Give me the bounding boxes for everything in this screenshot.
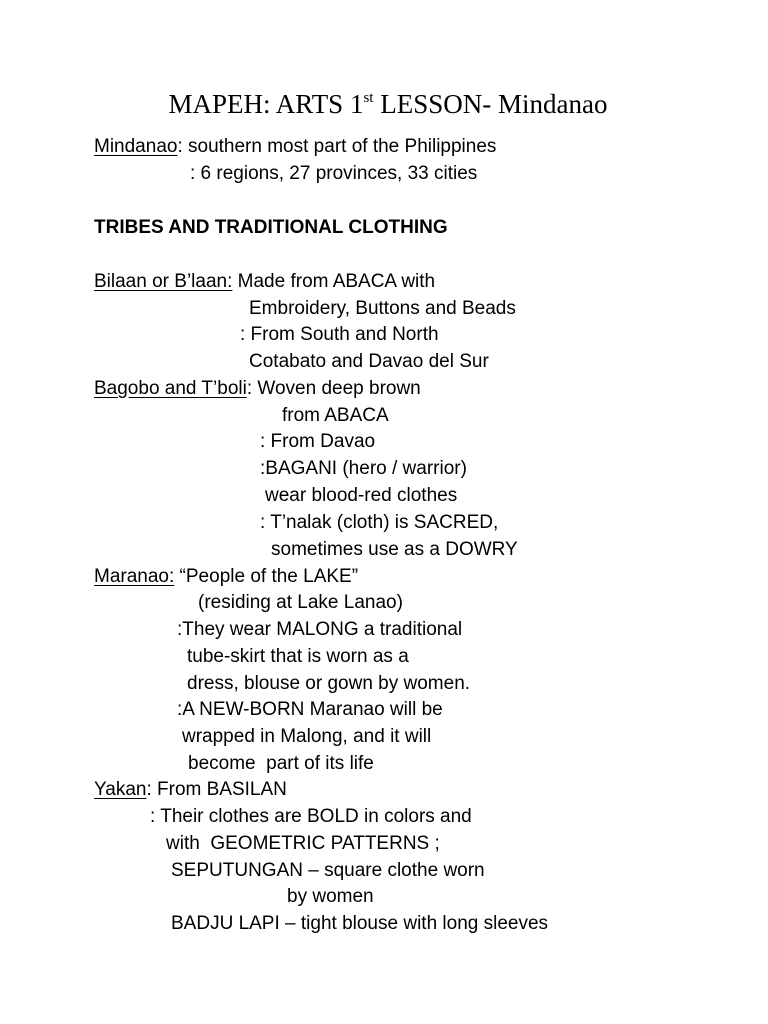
tribe-text: : Woven deep brown [246,378,421,399]
tribe-text: dress, blouse or gown by women. [187,673,471,694]
tribe-text: wear blood-red clothes [265,485,458,506]
tribe-text: with GEOMETRIC PATTERNS ; [166,833,440,854]
tribe-text: become part of its life [188,753,374,774]
intro-stats: : 6 regions, 27 provinces, 33 cities [190,163,478,184]
tribe-name-yakan: Yakan [94,779,147,800]
tribe-text: BADJU LAPI – tight blouse with long sleeves [171,913,549,934]
tribe-name-maranao: Maranao: [94,566,175,587]
tribe-bilaan-line [94,269,435,295]
intro-term: Mindanao [94,136,178,157]
tribe-text: : From Davao [260,431,376,452]
tribe-text: sometimes use as a DOWRY [271,539,518,560]
tribe-text: :BAGANI (hero / warrior) [260,458,467,479]
tribe-name-bagobo: Bagobo and T’boli [94,378,247,399]
tribe-text: tube-skirt that is worn as a [187,646,409,667]
tribe-text: by women [287,886,374,907]
tribe-text: : From South and North [240,324,439,345]
title-superscript: st [363,90,374,106]
intro-definition: : southern most part of the Philippines [177,136,497,157]
title-suffix: LESSON- Mindanao [373,89,608,119]
tribe-text: :They wear MALONG a traditional [177,619,463,640]
tribe-text: : From BASILAN [146,779,287,800]
tribe-text: from ABACA [282,405,389,426]
tribe-text: Embroidery, Buttons and Beads [249,298,516,319]
tribe-text: “People of the LAKE” [174,566,359,587]
tribe-yakan-line [94,777,287,803]
section-heading: TRIBES AND TRADITIONAL CLOTHING [94,217,448,238]
tribe-text: Made from ABACA with [232,271,436,292]
intro-line [94,134,496,160]
page-title [0,84,768,129]
tribe-bagobo-line [94,376,421,402]
tribe-text: Cotabato and Davao del Sur [249,351,489,372]
tribe-text: SEPUTUNGAN – square clothe worn [171,860,485,881]
tribe-text: (residing at Lake Lanao) [198,592,403,613]
tribe-text: : T’nalak (cloth) is SACRED, [260,512,499,533]
tribe-text: :A NEW-BORN Maranao will be [177,699,443,720]
title-prefix: MAPEH: ARTS 1 [168,89,364,119]
tribe-maranao-line [94,564,358,590]
tribe-text: wrapped in Malong, and it will [182,726,432,747]
tribe-text: : Their clothes are BOLD in colors and [150,806,472,827]
tribe-name-bilaan: Bilaan or B’laan: [94,271,233,292]
